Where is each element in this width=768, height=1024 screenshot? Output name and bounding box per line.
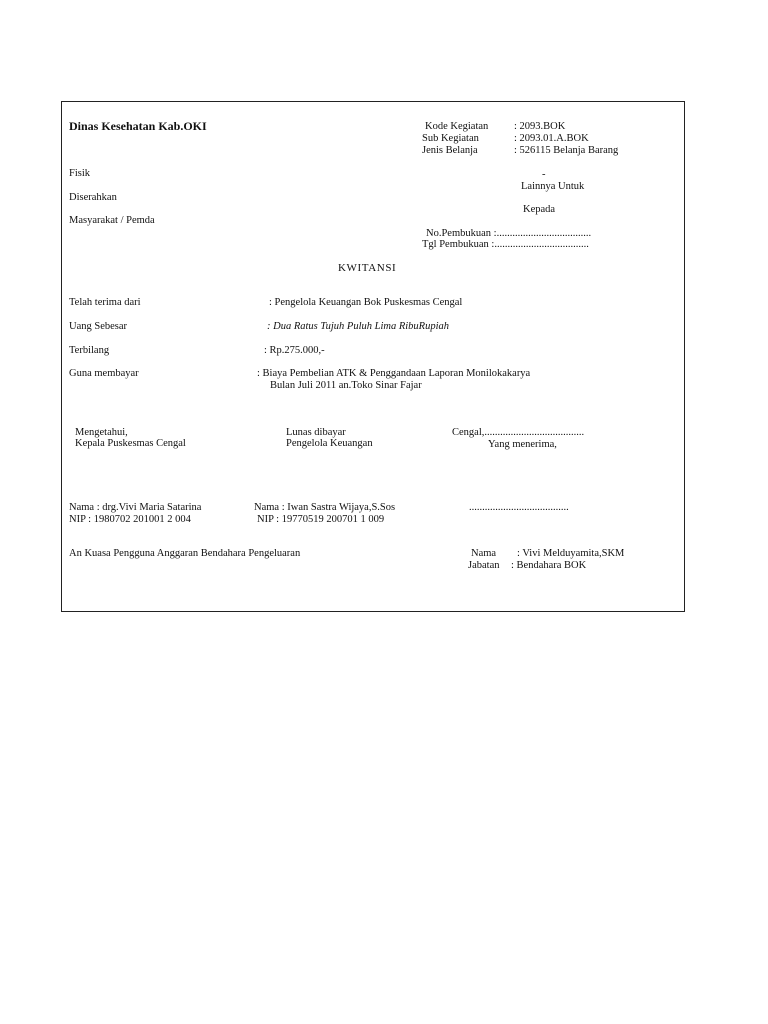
bendahara-jabatan-label: Jabatan [468, 560, 500, 571]
signer3-blank: ...................................... [469, 502, 569, 513]
sub-kegiatan-value: : 2093.01.A.BOK [514, 133, 589, 144]
mengetahui-label: Mengetahui, [75, 427, 128, 438]
lainnya-label: Lainnya Untuk [521, 181, 585, 192]
kuasa-label: An Kuasa Pengguna Anggaran Bendahara Pengeluaran [69, 548, 301, 559]
terbilang-label: Terbilang [69, 345, 110, 356]
signer1-name: Nama : drg.Vivi Maria Satarina [69, 502, 202, 513]
kepada-label: Kepada [523, 204, 556, 215]
tgl-pembukuan: Tgl Pembukuan :.................................... [422, 239, 589, 250]
cengal-date: Cengal,...................................... [452, 427, 585, 438]
kepala-label: Kepala Puskesmas Cengal [75, 438, 186, 449]
guna-value-line1: : Biaya Pembelian ATK & Penggandaan Laporan Monilokakarya [257, 368, 531, 379]
jenis-belanja-value: : 526115 Belanja Barang [514, 145, 619, 156]
pengelola-label: Pengelola Keuangan [286, 438, 373, 449]
signer2-nip: NIP : 19770519 200701 1 009 [257, 514, 385, 525]
bendahara-name-label: Nama [471, 548, 497, 559]
lunas-label: Lunas dibayar [286, 427, 346, 438]
kode-kegiatan-value: : 2093.BOK [514, 121, 566, 132]
document-title: KWITANSI [338, 262, 397, 274]
masyarakat-label: Masyarakat / Pemda [69, 215, 155, 226]
terima-value: : Pengelola Keuangan Bok Puskesmas Cengal [269, 297, 463, 308]
signer2-name: Nama : Iwan Sastra Wijaya,S.Sos [254, 502, 396, 513]
kode-kegiatan-label: Kode Kegiatan [425, 121, 489, 132]
uang-label: Uang Sebesar [69, 321, 128, 332]
diserahkan-label: Diserahkan [69, 192, 117, 203]
sub-kegiatan-label: Sub Kegiatan [422, 133, 479, 144]
guna-label: Guna membayar [69, 368, 139, 379]
dash-mark: - [542, 169, 546, 180]
no-pembukuan: No.Pembukuan :.................................... [426, 228, 592, 239]
receipt-sheet [61, 101, 685, 612]
uang-value: : Dua Ratus Tujuh Puluh Lima RibuRupiah [267, 321, 450, 332]
signer1-nip: NIP : 1980702 201001 2 004 [69, 514, 191, 525]
jenis-belanja-label: Jenis Belanja [422, 145, 478, 156]
guna-value-line2: Bulan Juli 2011 an.Toko Sinar Fajar [270, 380, 422, 391]
bendahara-jabatan-value: : Bendahara BOK [511, 560, 587, 571]
terbilang-value: : Rp.275.000,- [264, 345, 325, 356]
bendahara-name-value: : Vivi Melduyamita,SKM [517, 548, 625, 559]
terima-label: Telah terima dari [69, 297, 141, 308]
agency-name: Dinas Kesehatan Kab.OKI [69, 119, 207, 133]
yang-menerima-label: Yang menerima, [488, 439, 557, 450]
fisik-label: Fisik [69, 168, 91, 179]
